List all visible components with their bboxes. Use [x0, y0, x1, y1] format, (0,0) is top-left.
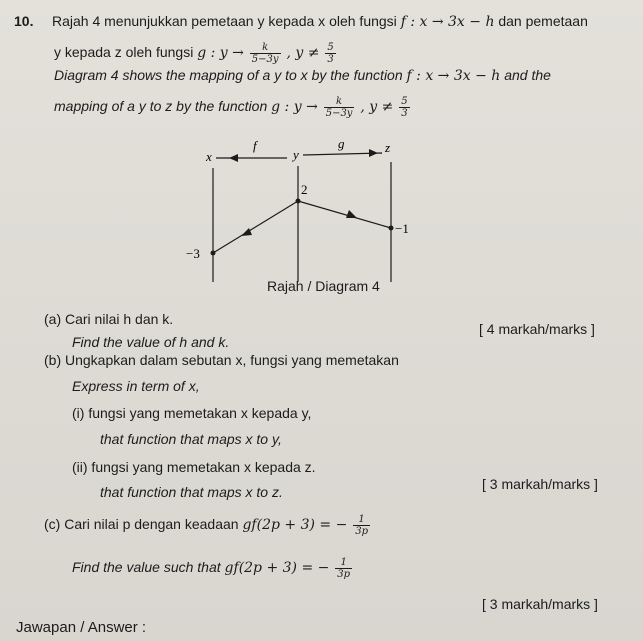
mapping-y-to-z [298, 201, 391, 228]
intro-english-line2: mapping of a y to z by the function g : y → $\frac{k}{5-3y}$ , y ≠ $\frac{5}{3}$ [54, 96, 408, 119]
part-b-ii-malay: (ii) fungsi yang memetakan x kepada z. [72, 459, 316, 475]
intro-english-1c: and the [504, 67, 551, 83]
intro-malay-function-f: f : x → 3x − h [400, 14, 495, 30]
intro-english-function-g: g : y → [271, 99, 318, 116]
fraction-five-thirds: $\frac{5}{3}$ [327, 42, 334, 65]
intro-malay-1a: Rajah 4 menunjukkan pemetaan y kepada x oleh fungsi [52, 13, 397, 29]
part-a-english: Find the value of h and k. [72, 334, 230, 350]
diagram-caption: Rajah / Diagram 4 [267, 278, 380, 294]
fraction-numerator: k [250, 42, 281, 54]
mapping-y-to-x [213, 201, 298, 253]
part-a-marks: [ 4 markah/marks ] [479, 321, 595, 337]
intro-malay-1c: dan pemetaan [498, 13, 588, 29]
label-f: f [253, 138, 257, 153]
intro-english-1a: Diagram 4 shows the mapping of a y to x by the function [54, 67, 403, 83]
part-b-i-malay: (i) fungsi yang memetakan x kepada y, [72, 405, 312, 421]
condition: , y ≠ [286, 45, 320, 62]
mapping-y-to-x-arrow [241, 228, 252, 236]
label-y: y [293, 147, 299, 162]
intro-malay-2a: y kepada z oleh fungsi [54, 44, 194, 61]
mapping-y-to-z-arrow [346, 210, 357, 218]
label-x: x [206, 149, 212, 164]
part-b-marks: [ 3 markah/marks ] [482, 476, 598, 492]
part-c-expression-en: gf(2p + 3) = − [224, 560, 330, 577]
arrow-g-head [369, 149, 378, 157]
value-neg3: −3 [186, 246, 200, 261]
part-b-english: Express in term of x, [72, 378, 200, 394]
part-c-malay [44, 514, 372, 537]
intro-malay-function-g: g : y → [197, 45, 244, 62]
value-2: 2 [301, 182, 308, 197]
part-c-english [72, 557, 354, 580]
label-g: g [338, 136, 345, 151]
part-b-i-english: that function that maps x to y, [100, 431, 282, 447]
label-z: z [385, 140, 391, 155]
part-b-malay: (b) Ungkapkan dalam sebutan x, fungsi yang memetakan [44, 352, 399, 368]
intro-english-function-f: f : x → 3x − h [406, 68, 501, 84]
part-b-ii-english: that function that maps x to z. [100, 484, 283, 500]
fraction-denominator: 5−3y [251, 54, 279, 65]
question-number: 10. [14, 13, 34, 29]
mapping-diagram [0, 0, 643, 300]
value-neg1: −1 [395, 221, 409, 236]
intro-english-2a: mapping of a y to z by the function [54, 98, 268, 115]
part-c-marks: [ 3 markah/marks ] [482, 596, 598, 612]
fraction-k-over-en: $\frac{k}{5-3y}$ [325, 96, 353, 119]
part-c-english-text: Find the value such that [72, 559, 221, 576]
part-c-malay-text: (c) Cari nilai p dengan keadaan [44, 516, 239, 533]
part-c-fraction-en: $\frac{1}{3p}$ [337, 557, 351, 580]
part-a-malay: (a) Cari nilai h dan k. [44, 311, 174, 327]
part-c-fraction: $\frac{1}{3p}$ [355, 514, 368, 537]
part-c-expression: gf(2p + 3) = − [242, 517, 348, 534]
arrow-f-head [229, 154, 238, 162]
answer-label: Jawapan / Answer : [16, 619, 147, 636]
